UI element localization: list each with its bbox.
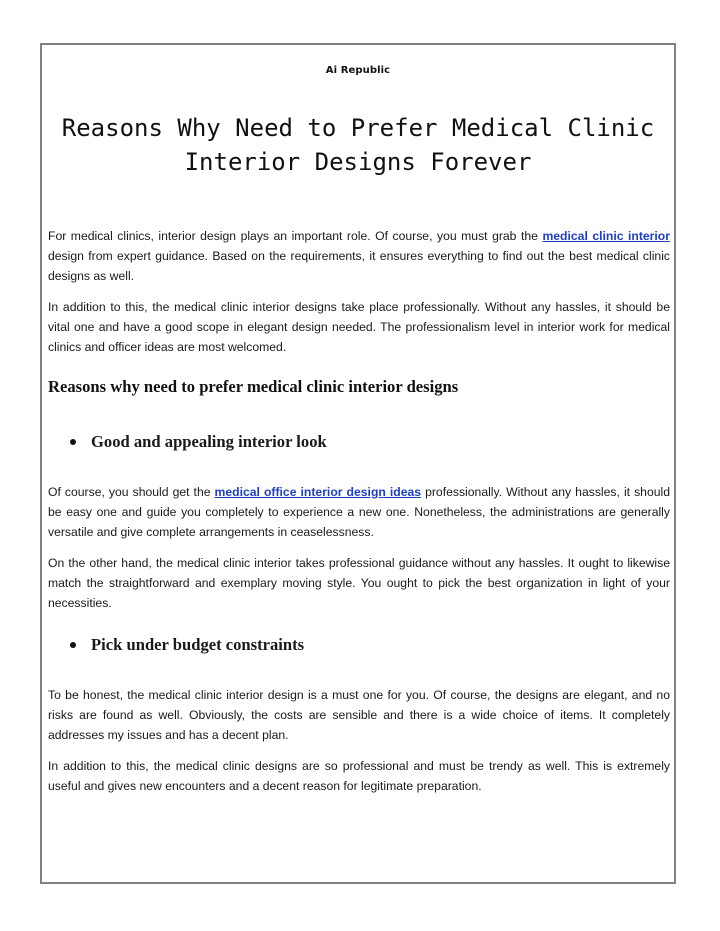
paragraph-5: To be honest, the medical clinic interior design is a must one for you. Of course, the designs are elegant, and no risks are found as well. Obviously, the costs are sensible and there is a wide choice of items. It completely addresses my issues and has a decent plan. (48, 688, 670, 742)
document-page (40, 43, 676, 884)
medical-clinic-interior-link[interactable]: medical clinic interior (542, 229, 670, 243)
bullet-heading-2: Pick under budget constraints (70, 635, 670, 655)
article-body (48, 226, 670, 807)
logo: Ai Republic (325, 65, 391, 76)
title-line-1: Reasons Why Need to Prefer Medical Clinic (61, 114, 655, 142)
paragraph-3: Of course, you should get the medical office interior design ideas professionally. Without any hassles, it should be easy one and guide you completely to experience a new one. Nonetheless, the administrations are generally versatile and give complete arrangements in ceaselessness. (48, 485, 670, 539)
bullet-icon (70, 439, 76, 445)
medical-office-interior-design-ideas-link[interactable]: medical office interior design ideas (214, 485, 422, 499)
bullet-icon (70, 642, 76, 648)
section-heading: Reasons why need to prefer medical clinic interior designs (48, 377, 459, 396)
paragraph-1: For medical clinics, interior design plays an important role. Of course, you must grab the medical clinic interior design from expert guidance. Based on the requirements, it ensures everything to find out the best medical clinic designs as well. (48, 229, 670, 283)
page-title (42, 111, 674, 179)
bullet-heading-1: Good and appealing interior look (70, 432, 670, 452)
paragraph-4: On the other hand, the medical clinic interior takes professional guidance without any hassles. It ought to likewise match the straightforward and exemplary moving style. You ought to pick the best organization in light of your necessities. (48, 556, 670, 610)
paragraph-2: In addition to this, the medical clinic interior designs take place professionally. Without any hassles, it should be vital one and have a good scope in elegant design needed. The professionalism level in interior work for medical clinics and officer ideas are most welcomed. (48, 300, 670, 354)
paragraph-6: In addition to this, the medical clinic designs are so professional and must be trendy as well. This is extremely useful and gives new encounters and a decent reason for legitimate preparation. (48, 759, 670, 793)
title-line-2: Interior Designs Forever (184, 148, 532, 176)
